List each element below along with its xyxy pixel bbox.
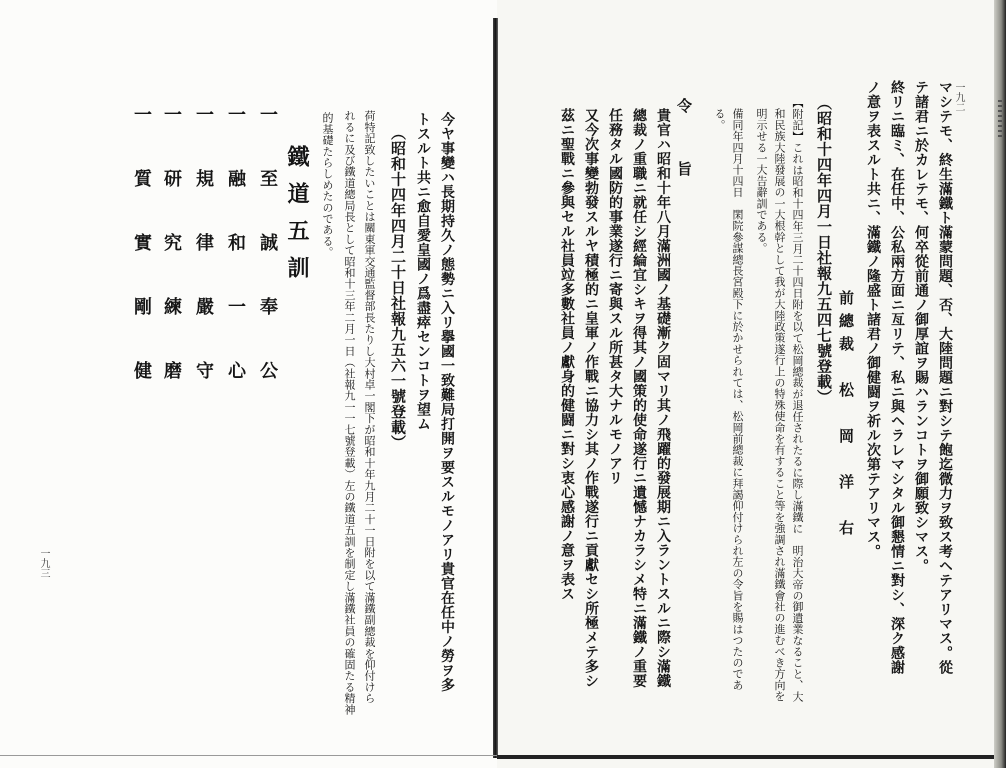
precept-3: 一 規 律 嚴 守	[193, 105, 214, 393]
edict-column-4: 又今次事變勃發スルヤ積極的ニ皇軍ノ作戰ニ協力シ其ノ作戰遂行ニ貢獻セシ所極メテ多シ	[583, 108, 599, 688]
right-bottom-edge	[497, 755, 994, 759]
section-heading: 令 旨	[675, 98, 693, 182]
note-column-2: 和民族大陸發展の一大根幹として我が大陸政策遂行上の特殊使命を有すること等を強調され滿鐵會社の進むべき方向を	[773, 108, 786, 702]
precept-1: 一 至 誠 奉 公	[257, 105, 278, 393]
precepts-title: 鐵道五訓	[284, 145, 310, 293]
signature: 前總裁 松 岡 洋 右	[837, 290, 855, 543]
note-column-3: 明示せる一大告辭訓である。	[755, 108, 768, 254]
page-edge-marks	[998, 100, 1002, 140]
left-note-column-3: 的基礎たらしめたのである。	[321, 112, 334, 258]
edict-continued-1: 今ヤ事變ハ長期持久ノ態勢ニ入リ擧國一致難局打開ヲ要スルモノアリ貴官在任中ノ勞ヲ多	[439, 112, 455, 692]
left-note-column-2: れるに及び鐵道總局長として昭和十三年二月一日（社報九一一七號登載）左の鐵道五訓を制定し滿鐵社員の確固たる精神	[343, 110, 356, 715]
left-note-column-1: 荷特記致したいことは關東軍交通監督部長たりし大村卓一閣下が昭和十年九月二十一日附を以て滿鐵副總裁を仰付けら	[363, 110, 376, 704]
text-column-2: テ諸君ニ於カレテモ、何卒從前通ノ御厚誼ヲ賜ハランコトヲ御願致シマス。	[913, 80, 929, 573]
precept-4: 一 研 究 練 磨	[161, 105, 182, 393]
left-source-note: （昭和十四年四月二十日社報九五六一號登載）	[389, 125, 407, 451]
note-column-1: 【附記】これは昭和十四年三月二十四日附を以て松岡總裁が退任されたるに際し滿鐵に 明治大帝の御遺業なること、大	[791, 97, 804, 702]
left-bottom-edge	[0, 755, 497, 756]
edict-column-5: 茲ニ聖戰ニ參與セル社員竝多數社員ノ獻身的健闘ニ對シ衷心感謝ノ意ヲ表ス	[559, 108, 575, 601]
text-column-1: マシテモ、終生滿鐵ト滿蒙問題、否、大陸問題ニ對シテ飽迄微力ヲ致ス考ヘテアリマス。從	[937, 80, 953, 675]
note-column-4: 備同年四月十四日 閑院參謀總長宮殿下に於かせられては、松岡前總裁に拜謁仰付けられ左の令旨を賜はつたのであ	[731, 108, 744, 691]
edict-column-1: 貴官ハ昭和十年八月滿洲國ノ基礎漸ク固マリ其ノ飛躍的發展期ニ入ラントスルニ際シ滿鐵	[655, 108, 671, 688]
text-column-4: ノ意ヲ表スルト共ニ、滿鐵ノ隆盛ト諸君ノ御健闘ヲ祈ル次第テアリマス。	[865, 80, 881, 559]
source-note: （昭和十四年四月一日社報九五四七號登載）	[815, 95, 833, 405]
book-spine	[493, 18, 498, 758]
edict-column-3: 任務タル國防的事業遂行ニ寄與スル所甚タ大ナルモノアリ	[607, 108, 623, 485]
page-number-right: 一九二	[953, 82, 964, 112]
precept-2: 一 融 和 一 心	[225, 105, 246, 393]
edict-continued-2: トスルト共ニ愈自愛皇國ノ爲盡瘁センコトヲ望ム	[415, 112, 431, 431]
note-column-5: る。	[713, 108, 726, 131]
precept-5: 一 質 實 剛 健	[131, 105, 152, 393]
text-column-3: 終リニ臨ミ、在任中、公私兩方面ニ亙リテ、私ニ與ヘラレマシタル御懇情ニ對シ、深ク感謝	[889, 80, 905, 675]
page-number-left: 一九三	[38, 548, 49, 578]
edict-column-2: 總裁ノ重職ニ就任シ經綸宜シキヲ得其ノ國策的使命遂行ニ遺憾ナカラシメ特ニ滿鐵ノ重要	[631, 108, 647, 688]
